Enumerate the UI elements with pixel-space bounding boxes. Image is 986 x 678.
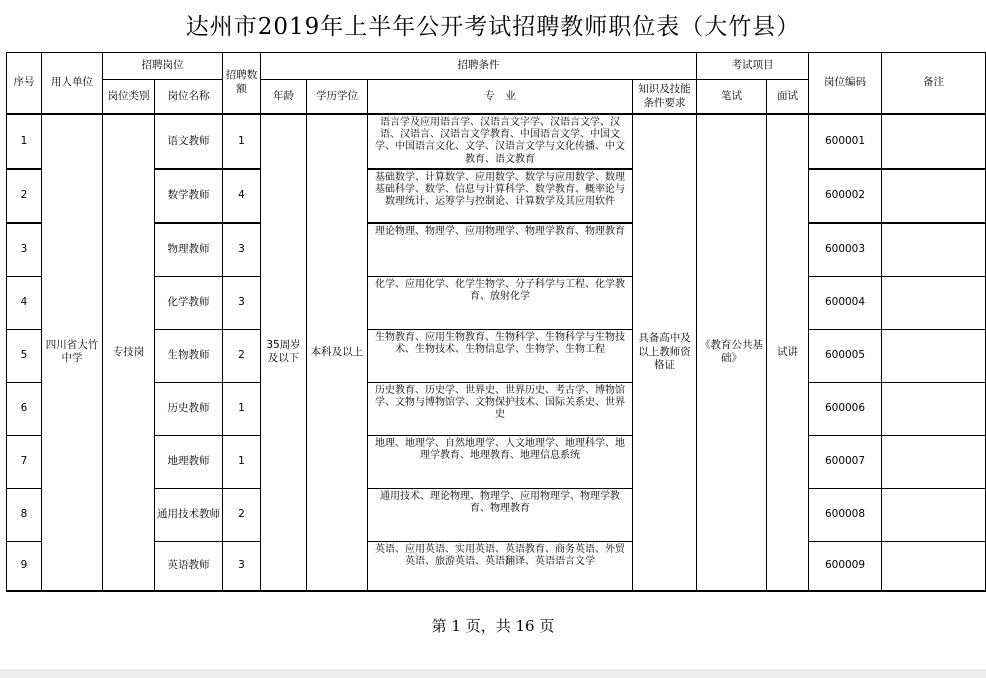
row-seq: 1	[7, 114, 42, 169]
row-post: 生物教师	[155, 329, 223, 382]
row-remark	[882, 329, 986, 382]
header-unit: 用人单位	[42, 53, 103, 115]
interview-cell: 试讲	[767, 114, 809, 591]
header-post-name: 岗位名称	[155, 80, 223, 115]
header-quota: 招聘数额	[223, 53, 261, 115]
row-post: 物理教师	[155, 223, 223, 277]
row-quota: 1	[223, 114, 261, 169]
row-seq: 3	[7, 223, 42, 277]
row-remark	[882, 169, 986, 223]
header-conditions: 招聘条件	[261, 53, 697, 80]
row-quota: 2	[223, 488, 261, 541]
viewer-bottom-bar	[0, 669, 986, 678]
row-remark	[882, 541, 986, 591]
row-post: 化学教师	[155, 276, 223, 329]
header-major: 专 业	[368, 80, 633, 115]
row-seq: 7	[7, 435, 42, 488]
page-indicator: 第 1 页，共 16 页	[431, 617, 555, 635]
knowledge-cell: 具备高中及以上教师资格证	[633, 114, 697, 591]
header-written: 笔试	[697, 80, 767, 115]
employer-cell: 四川省大竹中学	[42, 114, 103, 591]
education-cell: 本科及以上	[307, 114, 368, 591]
row-remark	[882, 276, 986, 329]
row-post: 英语教师	[155, 541, 223, 591]
row-seq: 5	[7, 329, 42, 382]
row-code: 600006	[809, 382, 882, 435]
row-post: 数学教师	[155, 169, 223, 223]
row-quota: 1	[223, 382, 261, 435]
post-category-cell: 专技岗	[103, 114, 155, 591]
row-quota: 3	[223, 276, 261, 329]
row-code: 600007	[809, 435, 882, 488]
row-seq: 6	[7, 382, 42, 435]
row-code: 600009	[809, 541, 882, 591]
row-remark	[882, 114, 986, 169]
header-seq: 序号	[7, 53, 42, 115]
row-major: 基础数学、计算数学、应用数学、数学与应用数学、数理基础科学、数学、信息与计算科学、数学教育、概率论与数理统计、运筹学与控制论、计算数学及其应用软件	[368, 169, 633, 223]
row-post: 语文教师	[155, 114, 223, 169]
header-knowledge: 知识及技能条件要求	[633, 80, 697, 115]
row-quota: 2	[223, 329, 261, 382]
header-interview: 面试	[767, 80, 809, 115]
row-code: 600003	[809, 223, 882, 277]
row-major: 地理、地理学、自然地理学、人文地理学、地理科学、地理学教育、地理教育、地理信息系统	[368, 435, 633, 488]
row-code: 600001	[809, 114, 882, 169]
row-post: 地理教师	[155, 435, 223, 488]
row-quota: 3	[223, 223, 261, 277]
row-code: 600008	[809, 488, 882, 541]
row-remark	[882, 382, 986, 435]
row-code: 600005	[809, 329, 882, 382]
row-code: 600002	[809, 169, 882, 223]
row-major: 通用技术、理论物理、物理学、应用物理学、物理学教育、物理教育	[368, 488, 633, 541]
row-quota: 1	[223, 435, 261, 488]
row-seq: 9	[7, 541, 42, 591]
header-remarks: 备注	[882, 53, 986, 115]
row-major: 生物教育、应用生物教育、生物科学、生物科学与生物技术、生物技术、生物信息学、生物学、生物工程	[368, 329, 633, 382]
row-quota: 3	[223, 541, 261, 591]
row-major: 语言学及应用语言学、汉语言文字学、汉语言文学、汉语、汉语言、汉语言文学教育、中国语言文学、中国文学、中国语言文化、文学、汉语言文学与文化传播、中文教育、语文教育	[368, 114, 633, 169]
row-remark	[882, 435, 986, 488]
header-post-group: 招聘岗位	[103, 53, 223, 80]
row-major: 化学、应用化学、化学生物学、分子科学与工程、化学教育、放射化学	[368, 276, 633, 329]
row-quota: 4	[223, 169, 261, 223]
header-exam: 考试项目	[697, 53, 809, 80]
recruitment-table	[6, 52, 986, 592]
row-seq: 4	[7, 276, 42, 329]
row-major: 英语、应用英语、实用英语、英语教育、商务英语、外贸英语、旅游英语、英语翻译、英语语言文学	[368, 541, 633, 591]
row-seq: 2	[7, 169, 42, 223]
header-code: 岗位编码	[809, 53, 882, 115]
document-title: 达州市2019年上半年公开考试招聘教师职位表（大竹县）	[185, 14, 801, 40]
row-remark	[882, 223, 986, 277]
row-seq: 8	[7, 488, 42, 541]
header-age: 年龄	[261, 80, 307, 115]
row-major: 历史教育、历史学、世界史、世界历史、考古学、博物馆学、文物与博物馆学、文物保护技术、国际关系史、世界史	[368, 382, 633, 435]
row-code: 600004	[809, 276, 882, 329]
row-major: 理论物理、物理学、应用物理学、物理学教育、物理教育	[368, 223, 633, 277]
header-post-category: 岗位类别	[103, 80, 155, 115]
row-post: 通用技术教师	[155, 488, 223, 541]
age-cell: 35周岁及以下	[261, 114, 307, 591]
table-row	[7, 114, 986, 169]
written-exam-cell: 《教育公共基础》	[697, 114, 767, 591]
row-post: 历史教师	[155, 382, 223, 435]
header-education: 学历学位	[307, 80, 368, 115]
row-remark	[882, 488, 986, 541]
